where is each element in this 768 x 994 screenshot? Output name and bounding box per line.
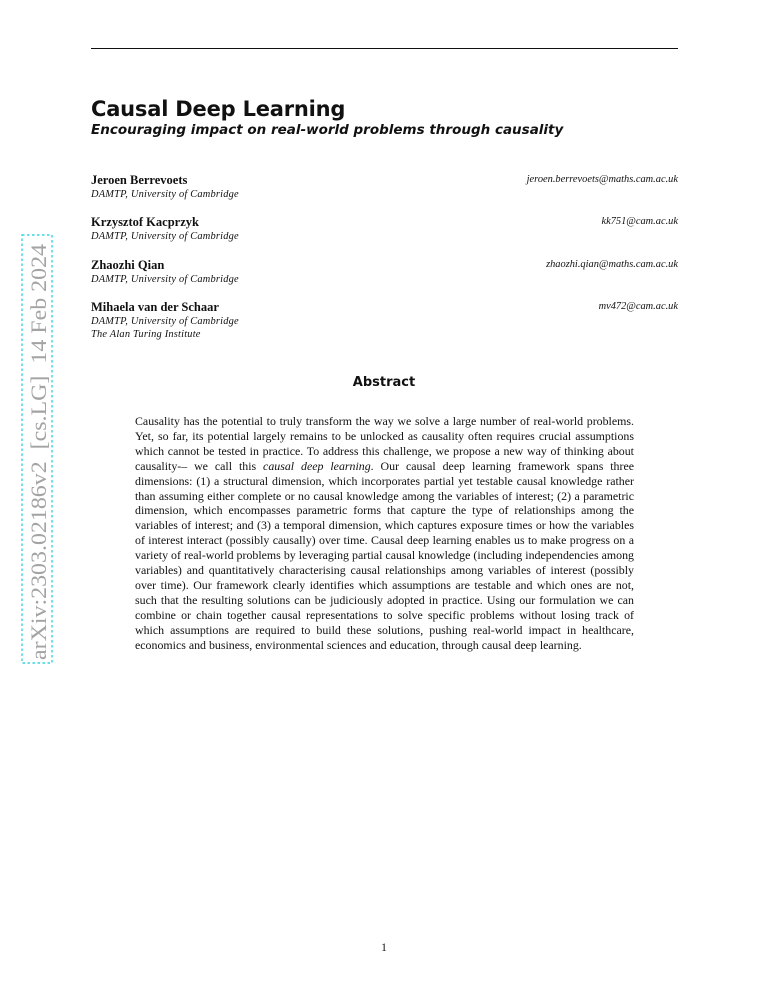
author-affiliation: DAMTP, University of Cambridge <box>91 316 239 327</box>
abstract-text <box>135 414 634 653</box>
author-email[interactable]: kk751@cam.ac.uk <box>601 216 678 227</box>
author-name: Mihaela van der Schaar <box>91 300 219 314</box>
author-block <box>91 258 678 286</box>
abstract-emphasis: causal deep learning <box>263 458 371 473</box>
author-email[interactable]: mv472@cam.ac.uk <box>598 301 678 312</box>
author-affiliation: The Alan Turing Institute <box>91 329 201 340</box>
author-affiliation: DAMTP, University of Cambridge <box>91 274 239 285</box>
paper-title: Causal Deep Learning <box>91 97 346 121</box>
arxiv-identifier-text: arXiv:2303.02186v2 [cs.LG] 14 Feb 2024 <box>26 277 51 660</box>
author-email[interactable]: zhaozhi.qian@maths.cam.ac.uk <box>546 259 678 270</box>
arxiv-identifier-stamp[interactable] <box>21 234 53 664</box>
author-name: Jeroen Berrevoets <box>91 173 188 187</box>
author-block <box>91 300 678 341</box>
author-block <box>91 173 678 201</box>
author-affiliation: DAMTP, University of Cambridge <box>91 231 239 242</box>
paper-subtitle: Encouraging impact on real-world problems through causality <box>91 122 564 138</box>
top-rule <box>91 48 678 49</box>
author-email[interactable]: jeroen.berrevoets@maths.cam.ac.uk <box>526 174 678 185</box>
author-affiliation: DAMTP, University of Cambridge <box>91 189 239 200</box>
page-number: 1 <box>381 942 387 954</box>
abstract-text-part: Causality has the potential to truly transform the way we solve a large number of real-world problems. Yet, so far, its potential largely remains to be unlocked as causality often requires crucial assumptions which cannot be tested in practice. To address this challenge, we propose a new way of thinking about causality-– we call this <box>135 414 634 473</box>
abstract-text-part: . Our causal deep learning framework spans three dimensions: (1) a structural dimension, which incorporates partial yet testable causal knowledge rather than assuming either complete or no causal knowledge among the variables of interest; (2) a parametric dimension, which encompasses parametric forms that capture the type of relationships among the variables of interest; and (3) a temporal dimension, which captures exposure times or how the variables of interest interact (possibly causally) over time. Causal deep learning enables us to make progress on a variety of real-world problems by leveraging partial causal knowledge (including independencies among variables) and quantitatively characterising causal relationships among variables of interest (possibly over time). Our framework clearly identifies which assumptions are testable and which ones are not, such that the resulting solutions can be judiciously adopted in practice. Using our formulation we can combine or chain together causal representations to solve specific problems without losing track of which assumptions are required to build these solutions, pushing real-world impact in healthcare, economics and business, environmental sciences and education, through causal deep learning. <box>135 458 635 652</box>
author-name: Krzysztof Kacprzyk <box>91 215 199 229</box>
author-name: Zhaozhi Qian <box>91 258 165 272</box>
abstract-heading: Abstract <box>352 375 416 390</box>
author-block <box>91 215 678 243</box>
